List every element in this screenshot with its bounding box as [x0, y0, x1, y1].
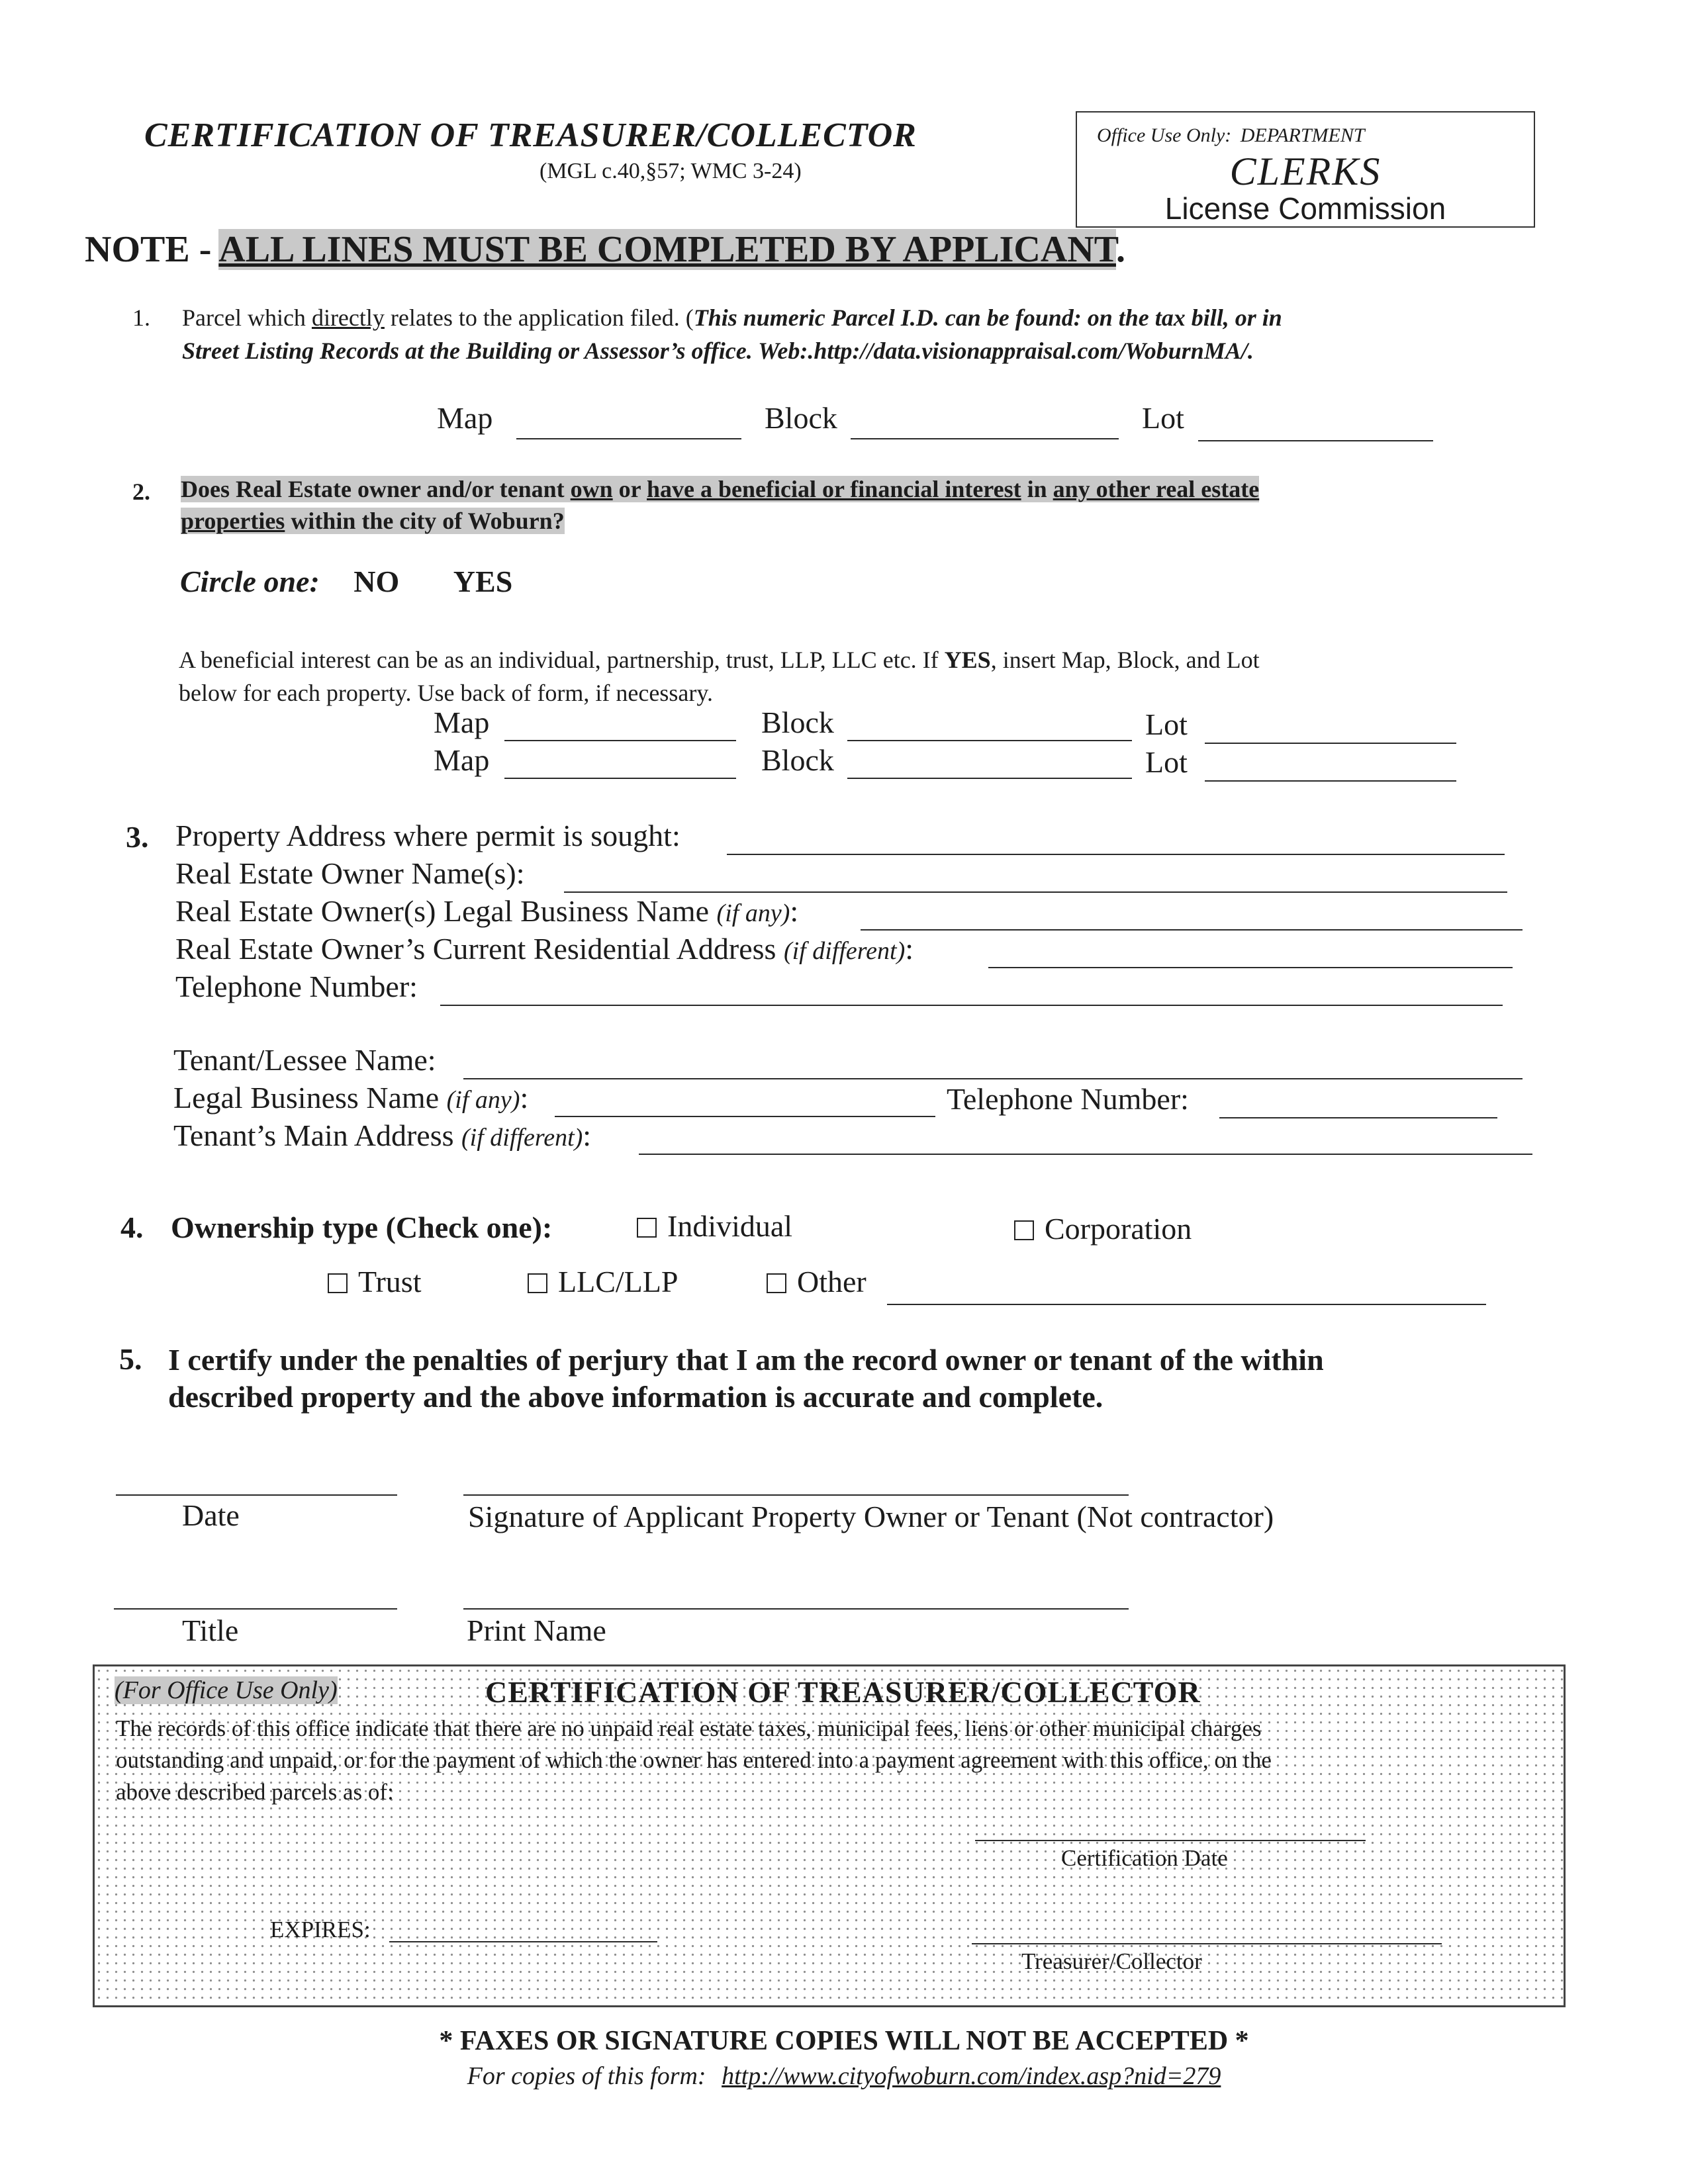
item2-block-label-2: Block [761, 743, 834, 777]
trust-label: Trust [358, 1265, 422, 1298]
item2-option-no[interactable]: NO [353, 565, 400, 598]
form-subtitle: (MGL c.40,§57; WMC 3-24) [539, 159, 802, 183]
office-line1: The records of this office indicate that there are no unpaid real estate taxes, municipal fees, liens or other municipal charges [116, 1715, 1262, 1741]
option-llc-llp[interactable] [528, 1264, 678, 1299]
expires-label: EXPIRES: [270, 1917, 371, 1942]
item3-tenant-name-label: Tenant/Lessee Name: [173, 1043, 436, 1077]
item2-lot-label-2: Lot [1145, 745, 1188, 779]
llc-llp-checkbox[interactable] [528, 1273, 547, 1293]
item2-explain [179, 643, 1536, 709]
tenant-telephone-field[interactable] [1219, 1117, 1497, 1118]
item1-map-field[interactable] [516, 438, 741, 439]
office-line3: above described parcels as of: [116, 1779, 394, 1805]
print-name-label: Print Name [467, 1614, 606, 1647]
option-trust[interactable] [328, 1264, 421, 1299]
footer-copies [0, 2062, 1688, 2091]
other-checkbox[interactable] [767, 1273, 786, 1293]
treasurer-signature-field[interactable] [972, 1943, 1442, 1944]
item3-owner-names-label: Real Estate Owner Name(s): [175, 856, 525, 890]
note-prefix: NOTE - [85, 229, 219, 270]
item2-lot-field-1[interactable] [1205, 743, 1456, 744]
item2-explain-line2: below for each property. Use back of form, if necessary. [179, 680, 713, 706]
item1-number: 1. [132, 304, 150, 331]
signature-field[interactable] [463, 1494, 1129, 1496]
date-field[interactable] [116, 1494, 397, 1496]
property-address-field[interactable] [727, 854, 1505, 855]
owner-residential-if-different: (if different) [783, 937, 906, 965]
office-use-label: Office Use Only: [1097, 124, 1232, 146]
note-period: . [1115, 229, 1125, 270]
treasurer-label: Treasurer/Collector [1021, 1948, 1202, 1974]
footer-warning: * FAXES OR SIGNATURE COPIES WILL NOT BE ACCEPTED * [439, 2026, 1249, 2056]
note-text: ALL LINES MUST BE COMPLETED BY APPLICANT [218, 229, 1116, 270]
item2-q-own: own [570, 476, 613, 502]
owner-telephone-field[interactable] [440, 1005, 1503, 1006]
office-line2: outstanding and unpaid, or for the payment of which the owner has entered into a payment agreement with this office, on the [116, 1747, 1272, 1773]
item1-block-field[interactable] [851, 438, 1119, 439]
item1-directly: directly [311, 304, 385, 331]
item1-lot-field[interactable] [1198, 440, 1433, 441]
owner-business-if-any: (if any) [716, 899, 790, 927]
item3-legal-business [173, 1080, 528, 1115]
item3-property-address-label: Property Address where permit is sought: [175, 819, 680, 852]
item1-text [182, 301, 1506, 367]
item3-tenant-address [173, 1118, 591, 1153]
item2-q-in: in [1021, 476, 1053, 502]
individual-label: Individual [667, 1209, 793, 1243]
tenant-address-label: Tenant’s Main Address [173, 1118, 462, 1152]
item2-q-props: properties [181, 508, 285, 534]
corporation-checkbox[interactable] [1014, 1220, 1034, 1240]
office-statement [116, 1713, 1559, 1808]
department-name: CLERKS [1229, 150, 1382, 193]
item2-q-or: or [612, 476, 647, 502]
item2-map-field-2[interactable] [504, 778, 736, 779]
trust-checkbox[interactable] [328, 1273, 348, 1293]
certification-date-label: Certification Date [1061, 1845, 1228, 1871]
office-use-section [93, 1664, 1566, 2007]
office-use-box [1076, 111, 1535, 228]
item2-question [181, 473, 1259, 537]
item2-q-interest: have a beneficial or financial interest [647, 476, 1021, 502]
print-name-field[interactable] [463, 1608, 1129, 1610]
item4-number: 4. [120, 1210, 144, 1244]
llc-llp-label: LLC/LLP [558, 1265, 679, 1298]
footer-copies-label: For copies of this form: [467, 2062, 706, 2090]
department-label: DEPARTMENT [1240, 124, 1365, 146]
item3-owner-residential [175, 931, 914, 966]
expires-field[interactable] [389, 1941, 657, 1942]
item4-label: Ownership type (Check one): [171, 1210, 553, 1244]
individual-checkbox[interactable] [637, 1218, 657, 1238]
other-label: Other [797, 1265, 867, 1298]
item2-block-label-1: Block [761, 705, 834, 739]
item2-map-label-1: Map [434, 705, 490, 739]
item2-lot-label-1: Lot [1145, 707, 1188, 741]
item1-map-label: Map [437, 401, 493, 435]
legal-business-if-any: (if any) [446, 1086, 520, 1114]
department-sub: License Commission [1164, 191, 1446, 226]
tenant-name-field[interactable] [463, 1078, 1523, 1079]
item2-number: 2. [132, 478, 150, 505]
item5-number: 5. [119, 1342, 142, 1376]
item3-telephone-label: Telephone Number: [175, 970, 418, 1003]
item5-line2: described property and the above information is accurate and complete. [168, 1380, 1103, 1414]
item2-block-field-2[interactable] [847, 778, 1132, 779]
office-for-office-label: (For Office Use Only) [115, 1676, 338, 1704]
note [85, 228, 1125, 271]
owner-residential-colon: : [905, 932, 914, 966]
title-label: Title [182, 1614, 239, 1647]
owner-names-field[interactable] [564, 891, 1507, 893]
owner-business-field[interactable] [861, 929, 1523, 931]
option-corporation[interactable] [1014, 1211, 1192, 1246]
item2-option-yes[interactable]: YES [453, 565, 513, 598]
item2-circle [180, 564, 512, 599]
item2-block-field-1[interactable] [847, 740, 1132, 741]
item2-lot-field-2[interactable] [1205, 780, 1456, 782]
item2-q-a: Does Real Estate owner and/or tenant [181, 476, 571, 502]
certification-date-field[interactable] [975, 1840, 1366, 1841]
legal-business-label: Legal Business Name [173, 1081, 447, 1115]
office-heading [115, 1676, 338, 1705]
item2-circle-label: Circle one: [180, 565, 320, 598]
item3-tenant-telephone-label: Telephone Number: [947, 1082, 1189, 1116]
tenant-address-field[interactable] [639, 1154, 1532, 1155]
tenant-address-colon: : [583, 1118, 592, 1152]
office-title: CERTIFICATION OF TREASURER/COLLECTOR [485, 1675, 1201, 1709]
item5-certify [168, 1342, 1324, 1416]
footer-url-link[interactable]: http://www.cityofwoburn.com/index.asp?nid=279 [722, 2062, 1221, 2090]
owner-residential-field[interactable] [988, 967, 1513, 968]
item2-explain-yes: YES [944, 647, 991, 673]
owner-business-colon: : [790, 894, 799, 928]
item3-number: 3. [126, 820, 149, 854]
other-field[interactable] [887, 1304, 1486, 1305]
item1-line2: Street Listing Records at the Building or Assessor’s office. Web:.http://data.visionappraisal.com/WoburnMA/. [182, 338, 1254, 364]
option-individual[interactable] [637, 1208, 792, 1244]
item1-block-label: Block [765, 401, 837, 435]
tenant-address-if-different: (if different) [461, 1124, 583, 1152]
item2-q-rest: within the city of Woburn? [285, 508, 565, 534]
owner-business-label: Real Estate Owner(s) Legal Business Name [175, 894, 717, 928]
item5-line1: I certify under the penalties of perjury that I am the record owner or tenant of the within [168, 1343, 1324, 1377]
title-field[interactable] [114, 1608, 397, 1610]
corporation-label: Corporation [1045, 1212, 1192, 1246]
legal-business-field[interactable] [555, 1116, 935, 1117]
item2-map-label-2: Map [434, 743, 490, 777]
item3-owner-business [175, 893, 798, 929]
signature-label: Signature of Applicant Property Owner or Tenant (Not contractor) [468, 1500, 1274, 1533]
item2-map-field-1[interactable] [504, 740, 736, 741]
item2-explain-a: A beneficial interest can be as an individual, partnership, trust, LLP, LLC etc. If [179, 647, 945, 673]
item2-explain-b: , insert Map, Block, and Lot [990, 647, 1260, 673]
date-label: Date [182, 1498, 240, 1532]
item1-lot-label: Lot [1142, 401, 1184, 435]
item1-text-a: Parcel which [182, 304, 312, 331]
item1-italic: This numeric Parcel I.D. can be found: on the tax bill, or in [693, 304, 1282, 331]
form-title: CERTIFICATION OF TREASURER/COLLECTOR [144, 116, 917, 154]
legal-business-colon: : [520, 1081, 529, 1115]
item1-text-b: relates to the application filed. ( [384, 304, 694, 331]
option-other[interactable] [767, 1264, 867, 1299]
owner-residential-label: Real Estate Owner’s Current Residential Address [175, 932, 784, 966]
item2-q-any: any other real estate [1053, 476, 1260, 502]
